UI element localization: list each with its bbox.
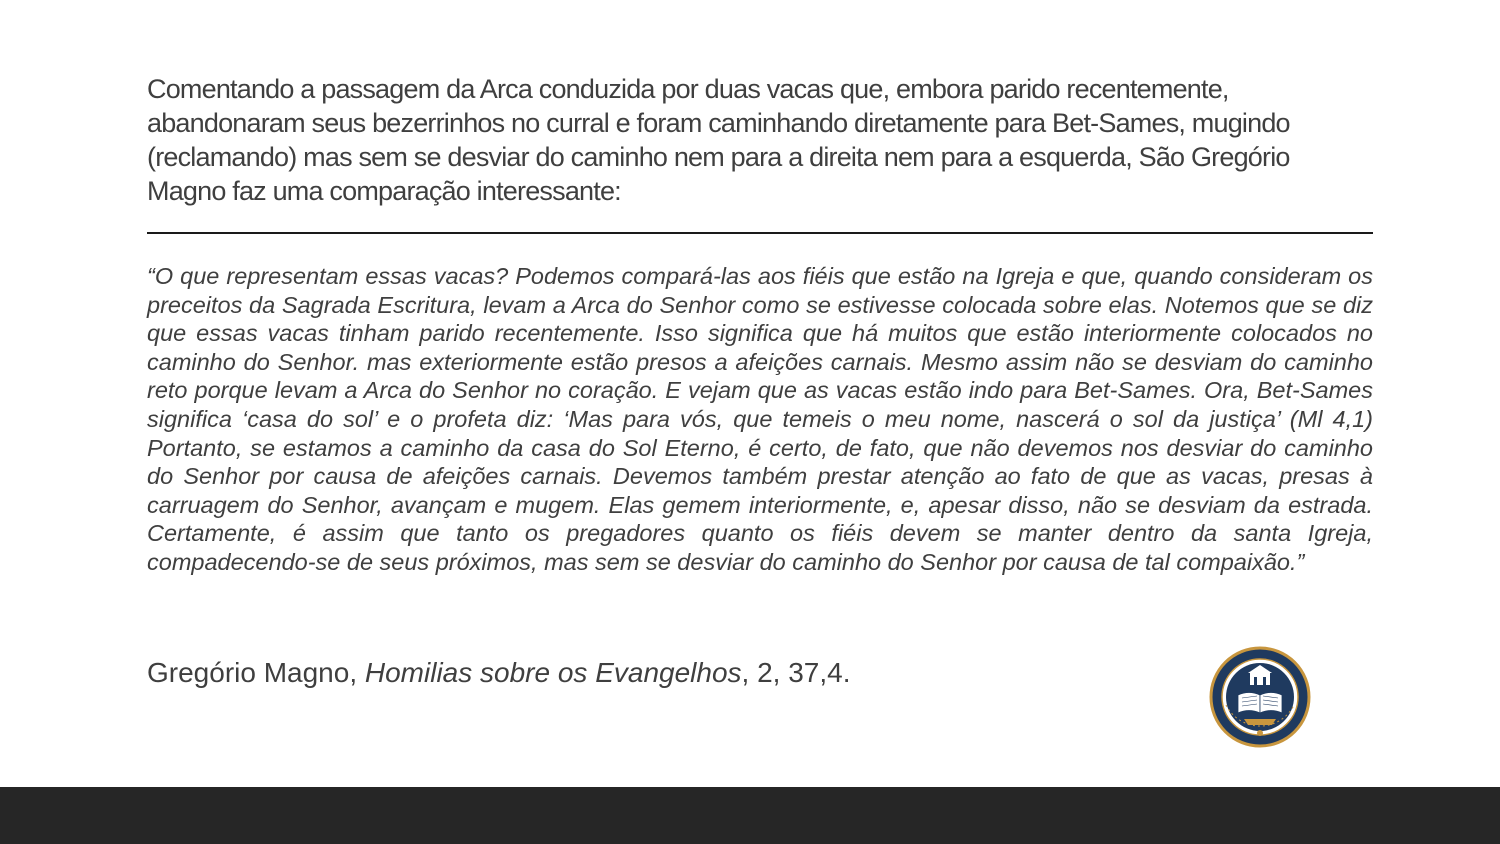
intro-paragraph: Comentando a passagem da Arca conduzida por duas vacas que, embora parido recentemente, abandonaram seus bezerrinhos no curral e foram caminhando diretamente para Bet-Sames, mugindo (reclamando) mas sem se desviar do caminho nem para a direita nem para a esquerda, São Gregório Magno faz uma comparação interessante: bbox=[147, 74, 1290, 206]
footer-bar bbox=[0, 787, 1500, 844]
citation bbox=[147, 653, 851, 693]
quote-paragraph: “O que representam essas vacas? Podemos compará-las aos fiéis que estão na Igreja e que, quando consideram os preceitos da Sagrada Escritura, levam a Arca do Senhor como se estivesse colocada sobre elas. Notemos que se diz que essas vacas tinham parido recentemente. Isso significa que há muitos que estão interiormente colocados no caminho do Senhor. mas exteriormente estão presos a afeições carnais. Mesmo assim não se desviam do caminho reto porque levam a Arca do Senhor no coração. E vejam que as vacas estão indo para Bet-Sames. Ora, Bet-Sames significa ‘casa do sol’ e o profeta diz: ‘Mas para vós, que temeis o meu nome, nascerá o sol da justiça’ (Ml 4,1) Portanto, se estamos a caminho da casa do Sol Eterno, é certo, de fato, que não devemos nos desviar do caminho do Senhor por causa de afeições carnais. Devemos também prestar atenção ao fato de que as vacas, presas à carruagem do Senhor, avançam e mugem. Elas gemem interiormente, e, apesar disso, não se desviam da estrada. Certamente, é assim que tanto os pregadores quanto os fiéis devem se manter dentro da santa Igreja, compadecendo-se de seus próximos, mas sem se desviar do caminho do Senhor por causa de tal compaixão.” bbox=[147, 263, 1373, 575]
citation-reference: , 2, 37,4. bbox=[741, 657, 851, 688]
citation-author: Gregório Magno, bbox=[147, 657, 365, 688]
open-book-seal-icon bbox=[1208, 645, 1312, 749]
divider-line bbox=[147, 232, 1373, 234]
citation-work: Homilias sobre os Evangelhos bbox=[364, 657, 742, 688]
